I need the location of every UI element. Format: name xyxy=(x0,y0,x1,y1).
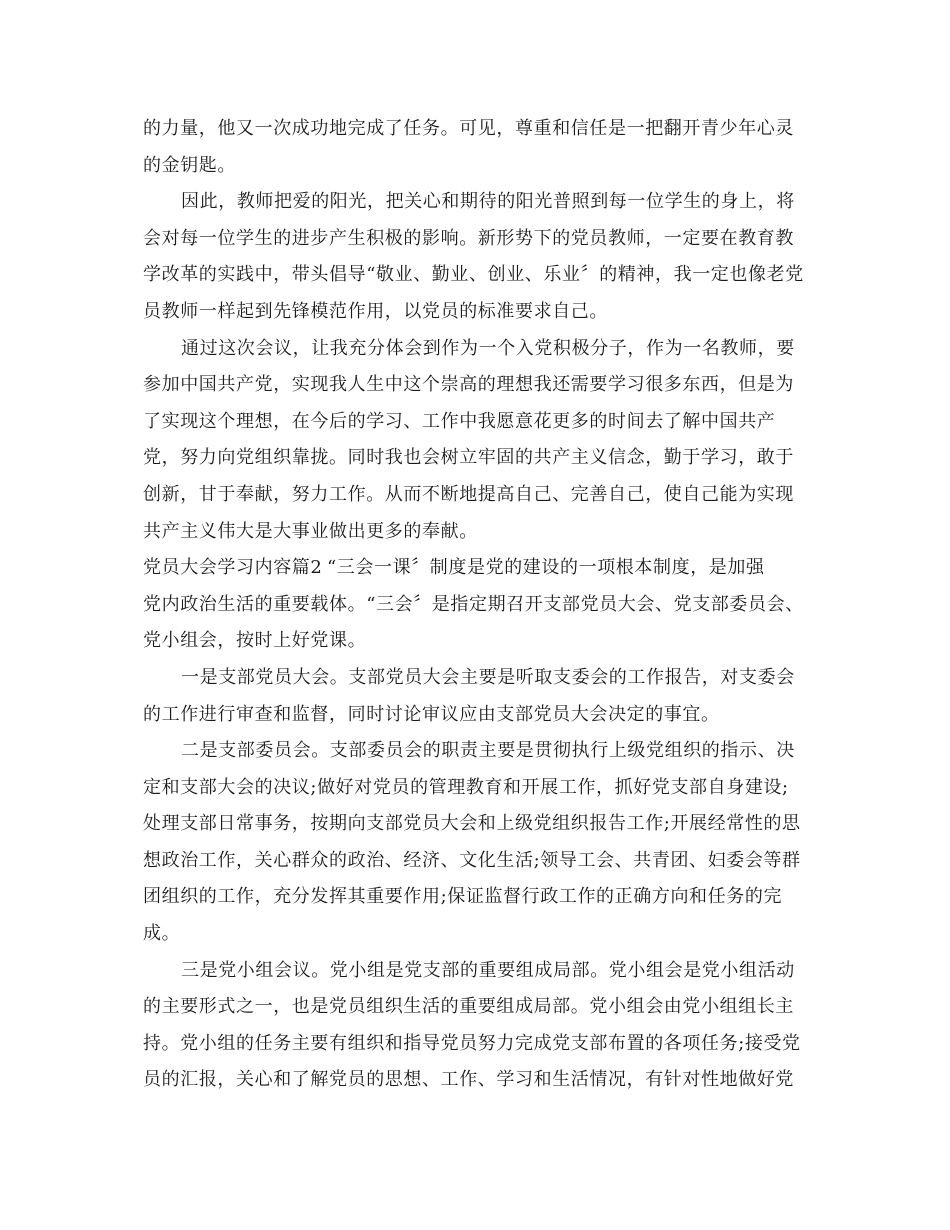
line-text: 共产主义伟大是大事业做出更多的奉献。 xyxy=(143,520,478,542)
text-line xyxy=(143,660,803,697)
text-line xyxy=(143,989,803,1026)
line-text: 了实现这个理想，在今后的学习、工作中我愿意花更多的时间去了解中国共产 xyxy=(143,410,776,432)
text-line xyxy=(143,221,803,258)
line-text: 因此，教师把爱的阳光，把关心和期待的阳光普照到每一位学生的身上，将 xyxy=(181,191,795,213)
line-text: 成。 xyxy=(143,923,181,945)
text-line xyxy=(143,843,803,880)
text-line xyxy=(143,148,803,185)
text-line xyxy=(143,331,803,368)
line-text: 二是支部委员会。支部委员会的职责主要是贯彻执行上级党组织的指示、决 xyxy=(181,740,795,762)
line-text: 学改革的实践中，带头倡导“敬业、勤业、创业、乐业〞的精神，我一定也像老党 xyxy=(143,264,804,286)
text-line xyxy=(143,477,803,514)
text-line xyxy=(143,879,803,916)
line-text: 员教师一样起到先锋模范作用，以党员的标准要求自己。 xyxy=(143,300,608,322)
text-line xyxy=(143,953,803,990)
text-line xyxy=(143,514,803,551)
text-line xyxy=(143,587,803,624)
line-text: 团组织的工作，充分发挥其重要作用;保证监督行政工作的正确方向和任务的完 xyxy=(143,886,783,908)
text-line xyxy=(143,404,803,441)
text-line xyxy=(143,367,803,404)
text-line xyxy=(143,916,803,953)
line-text: 通过这次会议，让我充分体会到作为一个入党积极分子，作为一名教师，要 xyxy=(181,337,795,359)
line-text: 的工作进行审查和监督，同时讨论审议应由支部党员大会决定的事宜。 xyxy=(143,703,720,725)
line-text: 持。党小组的任务主要有组织和指导党员努力完成党支部布置的各项任务;接受党 xyxy=(143,1032,801,1054)
line-text: 党，努力向党组织靠拢。同时我也会树立牢固的共产主义信念，勤于学习，敢于 xyxy=(143,447,794,469)
line-text: 员的汇报，关心和了解党员的思想、工作、学习和生活情况，有针对性地做好党 xyxy=(143,1069,794,1091)
text-line xyxy=(143,184,803,221)
line-text: 党小组会，按时上好党课。 xyxy=(143,630,367,652)
line-text: 处理支部日常事务，按期向支部党员大会和上级党组织报告工作;开展经常性的思 xyxy=(143,813,801,835)
line-text: 参加中国共产党，实现我人生中这个崇高的理想我还需要学习很多东西，但是为 xyxy=(143,374,794,396)
text-line xyxy=(143,1026,803,1063)
line-text: 定和支部大会的决议;做好对党员的管理教育和开展工作，抓好党支部自身建设; xyxy=(143,776,789,798)
text-line xyxy=(143,733,803,770)
text-line xyxy=(143,1062,803,1099)
text-line xyxy=(143,623,803,660)
line-text: 党内政治生活的重要载体。“三会〞是指定期召开支部党员大会、党支部委员会、 xyxy=(143,593,804,615)
line-text: 三是党小组会议。党小组是党支部的重要组成局部。党小组会是党小组活动 xyxy=(181,959,795,981)
text-line xyxy=(143,257,803,294)
text-line xyxy=(143,697,803,734)
section-heading: 党员大会学习内容篇2 xyxy=(143,557,323,579)
line-text: “三会一课〞制度是党的建设的一项根本制度，是加强 xyxy=(327,557,765,579)
line-text: 的金钥匙。 xyxy=(143,154,236,176)
text-line xyxy=(143,111,803,148)
text-line xyxy=(143,550,803,587)
line-text: 的主要形式之一，也是党员组织生活的重要组成局部。党小组会由党小组组长主 xyxy=(143,996,794,1018)
line-text: 想政治工作，关心群众的政治、经济、文化生活;领导工会、共青团、妇委会等群 xyxy=(143,849,801,871)
text-line xyxy=(143,770,803,807)
line-text: 的力量，他又一次成功地完成了任务。可见，尊重和信任是一把翻开青少年心灵 xyxy=(143,118,794,139)
text-line xyxy=(143,440,803,477)
line-text: 创新，甘于奉献，努力工作。从而不断地提高自己、完善自己，使自己能为实现 xyxy=(143,483,794,505)
document-body xyxy=(143,111,803,1099)
text-line xyxy=(143,806,803,843)
text-line xyxy=(143,294,803,331)
line-text: 会对每一位学生的进步产生积极的影响。新形势下的党员教师，一定要在教育教 xyxy=(143,227,794,249)
line-text: 一是支部党员大会。支部党员大会主要是听取支委会的工作报告，对支委会 xyxy=(181,666,795,688)
